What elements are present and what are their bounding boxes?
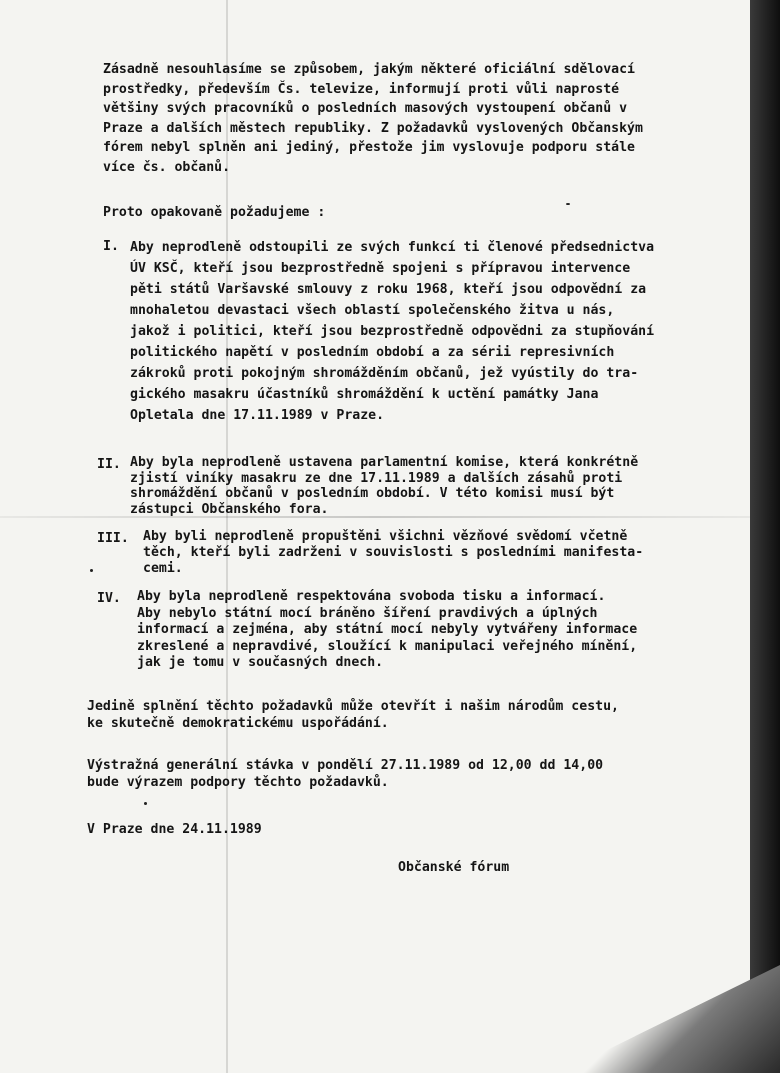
strike-paragraph: Výstražná generální stávka v pondělí 27.11.1989 od 12,00 dd 14,00 bude výrazem podpory těchto požadavků.: [87, 758, 604, 790]
demand-text-4: Aby byla neprodleně respektována svoboda tisku a informací. Aby nebylo státní mocí bráněno šíření pravdivých a úplných informací a zejména, aby státní mocí nebyly vytvářeny informace zkreslené a nepravdivé, sloužící k manipulaci veřejného mínění, jak je tomu v současných dnech.: [137, 589, 638, 670]
demand-number-1: I.: [103, 239, 119, 254]
path-paragraph: Jedině splnění těchto požadavků může otevřít i našim národům cestu, ke skutečně demokratickému uspořádání.: [87, 699, 619, 731]
demand-text-3: Aby byli neprodleně propuštěni všichni vězňové svědomí včetně těch, kteří byli zadrženi v souvislosti s posledními manifesta- cemi.: [143, 529, 644, 576]
demand-lead-paragraph: Proto opakovaně požadujeme :: [103, 205, 326, 220]
demand-text-2: Aby byla neprodleně ustavena parlamentní komise, která konkrétně zjistí viníky masakru ze dne 17.11.1989 a dalších zásahů proti shromáždění občanů v posledním období. V této komisi musí být zástupci Občanského fora.: [130, 455, 639, 517]
ink-speck: [144, 802, 147, 805]
signature: Občanské fórum: [398, 860, 510, 875]
demand-number-4: IV.: [97, 591, 121, 606]
intro-paragraph: Zásadně nesouhlasíme se způsobem, jakým některé oficiální sdělovací prostředky, především Čs. televize, informují proti vůli naprosté většiny svých pracovníků o posledních masových vystoupení občanů v Praze a dalších městech republiky. Z požadavků vyslovených Občanským fórem nebyl splněn ani jediný, přestože jim vyslovuje podporu stále více čs. občanů.: [103, 62, 643, 175]
ink-speck: [90, 569, 93, 572]
demand-number-3: III.: [97, 531, 129, 546]
demand-number-2: II.: [97, 457, 121, 472]
scan-dark-edge: [750, 0, 780, 1073]
ink-speck: [566, 203, 570, 205]
place-date: V Praze dne 24.11.1989: [87, 822, 262, 837]
demand-text-1: Aby neprodleně odstoupili ze svých funkcí ti členové předsednictva ÚV KSČ, kteří jsou bezprostředně spojeni s přípravou intervence pěti států Varšavské smlouvy z roku 1968, kteří jsou odpovědní za mnohaletou devastaci všech oblastí společenského žitva u nás, jakož i politici, kteří jsou bezprostředně odpovědni za stupňování politického napětí v posledním období a za sérii represivních zákroků proti pokojným shromážděním občanů, jež vyústily do tra- gického masakru účastníků shromáždění k uctění památky Jana Opletala dne 17.11.1989 v Praze.: [130, 240, 655, 423]
